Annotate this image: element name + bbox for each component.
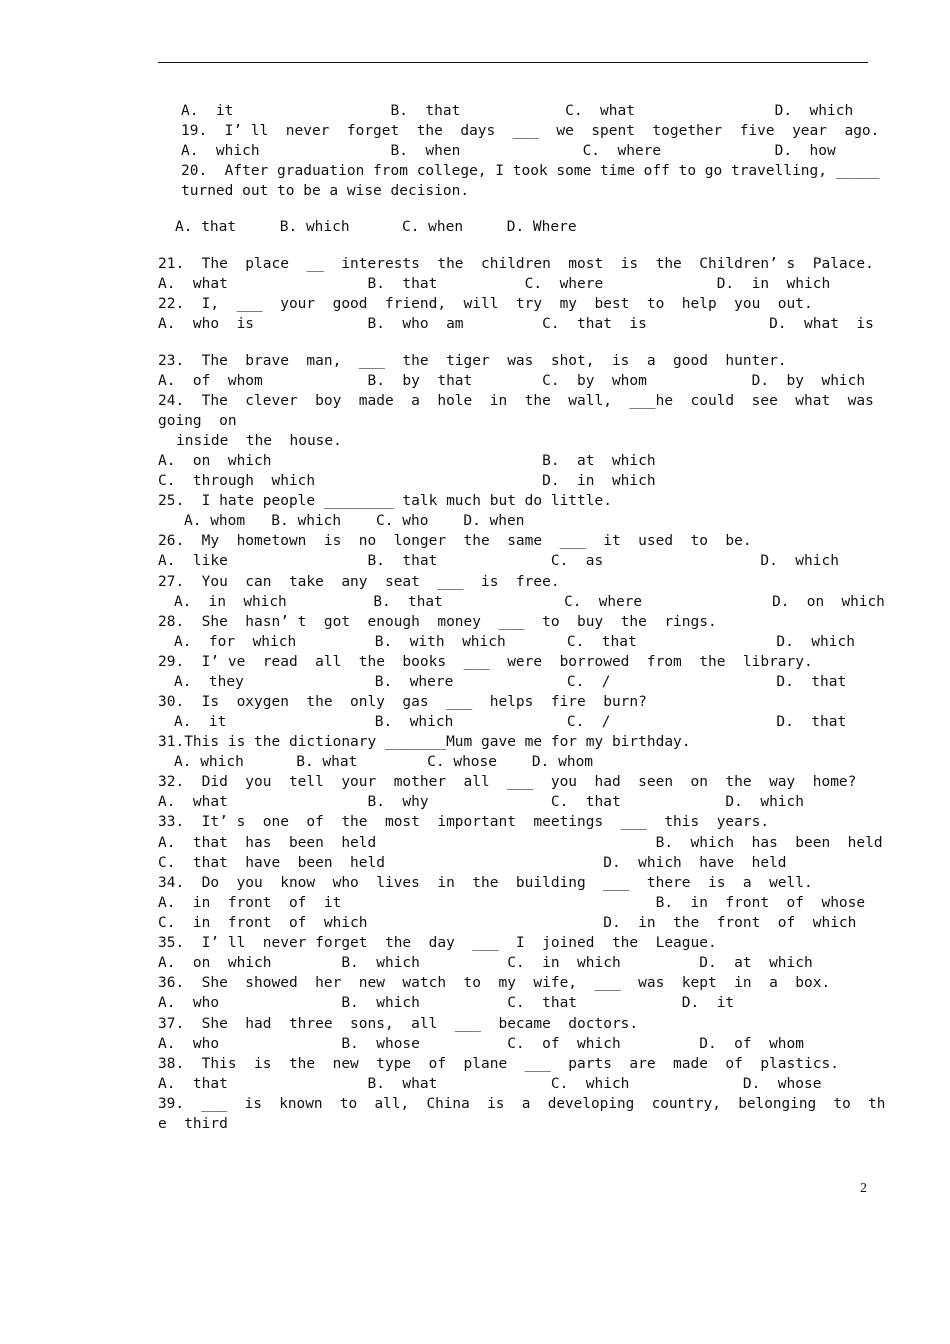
text-line: 23. The brave man, ___ the tiger was shot, is a good hunter. xyxy=(158,353,787,369)
text-line: A. on which B. at which xyxy=(158,453,656,469)
text-line: 31.This is the dictionary _______Mum gave me for my birthday. xyxy=(158,734,691,750)
text-line: C. through which D. in which xyxy=(158,473,656,489)
text-line: turned out to be a wise decision. xyxy=(181,183,470,199)
text-line: A. that B. which C. when D. Where xyxy=(175,219,577,235)
text-line: A. on which B. which C. in which D. at which xyxy=(158,955,813,971)
text-line: A. what B. that C. where D. in which xyxy=(158,276,831,292)
text-line: going on xyxy=(158,413,237,429)
text-line: 24. The clever boy made a hole in the wall, ___he could see what was xyxy=(158,393,874,409)
text-line: A. in front of it B. in front of whose xyxy=(158,895,866,911)
text-line: A. which B. when C. where D. how xyxy=(181,143,836,159)
text-line: A. that B. what C. which D. whose xyxy=(158,1076,822,1092)
text-line: 19. I’ ll never forget the days ___ we spent together five year ago. xyxy=(181,123,880,139)
text-line: A. like B. that C. as D. which xyxy=(158,553,839,569)
text-line: A. that has been held B. which has been held xyxy=(158,835,883,851)
text-line: 29. I’ ve read all the books ___ were borrowed from the library. xyxy=(158,654,813,670)
text-line: 21. The place __ interests the children most is the Children’ s Palace. xyxy=(158,256,874,272)
text-line: 33. It’ s one of the most important meetings ___ this years. xyxy=(158,814,770,830)
text-line: A. which B. what C. whose D. whom xyxy=(174,754,594,770)
text-line: A. who is B. who am C. that is D. what is xyxy=(158,316,874,332)
text-line: 32. Did you tell your mother all ___ you had seen on the way home? xyxy=(158,774,857,790)
page-number: 2 xyxy=(860,1181,867,1196)
text-line: 28. She hasn’ t got enough money ___ to buy the rings. xyxy=(158,614,717,630)
text-line: 20. After graduation from college, I took some time off to go travelling, _____ xyxy=(181,163,880,179)
text-line: 38. This is the new type of plane ___ parts are made of plastics. xyxy=(158,1056,839,1072)
header-rule xyxy=(158,62,868,63)
text-line: A. whom B. which C. who D. when xyxy=(184,513,525,529)
text-line: C. in front of which D. in the front of which xyxy=(158,915,857,931)
text-line: 26. My hometown is no longer the same ___ it used to be. xyxy=(158,533,752,549)
text-line: A. they B. where C. / D. that xyxy=(174,674,847,690)
text-line: 30. Is oxygen the only gas ___ helps fire burn? xyxy=(158,694,647,710)
text-line: A. who B. which C. that D. it xyxy=(158,995,735,1011)
text-line: 22. I, ___ your good friend, will try my best to help you out. xyxy=(158,296,813,312)
text-line: A. it B. that C. what D. which xyxy=(181,103,854,119)
text-line: 27. You can take any seat ___ is free. xyxy=(158,574,560,590)
text-line: A. what B. why C. that D. which xyxy=(158,794,805,810)
text-line: C. that have been held D. which have held xyxy=(158,855,787,871)
text-line: 25. I hate people ________ talk much but do little. xyxy=(158,493,612,509)
text-line: 34. Do you know who lives in the building ___ there is a well. xyxy=(158,875,813,891)
text-line: A. for which B. with which C. that D. which xyxy=(174,634,855,650)
text-line: 37. She had three sons, all ___ became doctors. xyxy=(158,1016,639,1032)
text-line: A. in which B. that C. where D. on which xyxy=(174,594,885,610)
text-line: A. who B. whose C. of which D. of whom xyxy=(158,1036,805,1052)
text-line: 39. ___ is known to all, China is a developing country, belonging to th xyxy=(158,1096,886,1112)
text-line: inside the house. xyxy=(176,433,342,449)
text-line: A. of whom B. by that C. by whom D. by which xyxy=(158,373,866,389)
text-line: e third xyxy=(158,1116,228,1132)
text-line: A. it B. which C. / D. that xyxy=(174,714,847,730)
text-line: 36. She showed her new watch to my wife, ___ was kept in a box. xyxy=(158,975,831,991)
text-line: 35. I’ ll never forget the day ___ I joined the League. xyxy=(158,935,717,951)
